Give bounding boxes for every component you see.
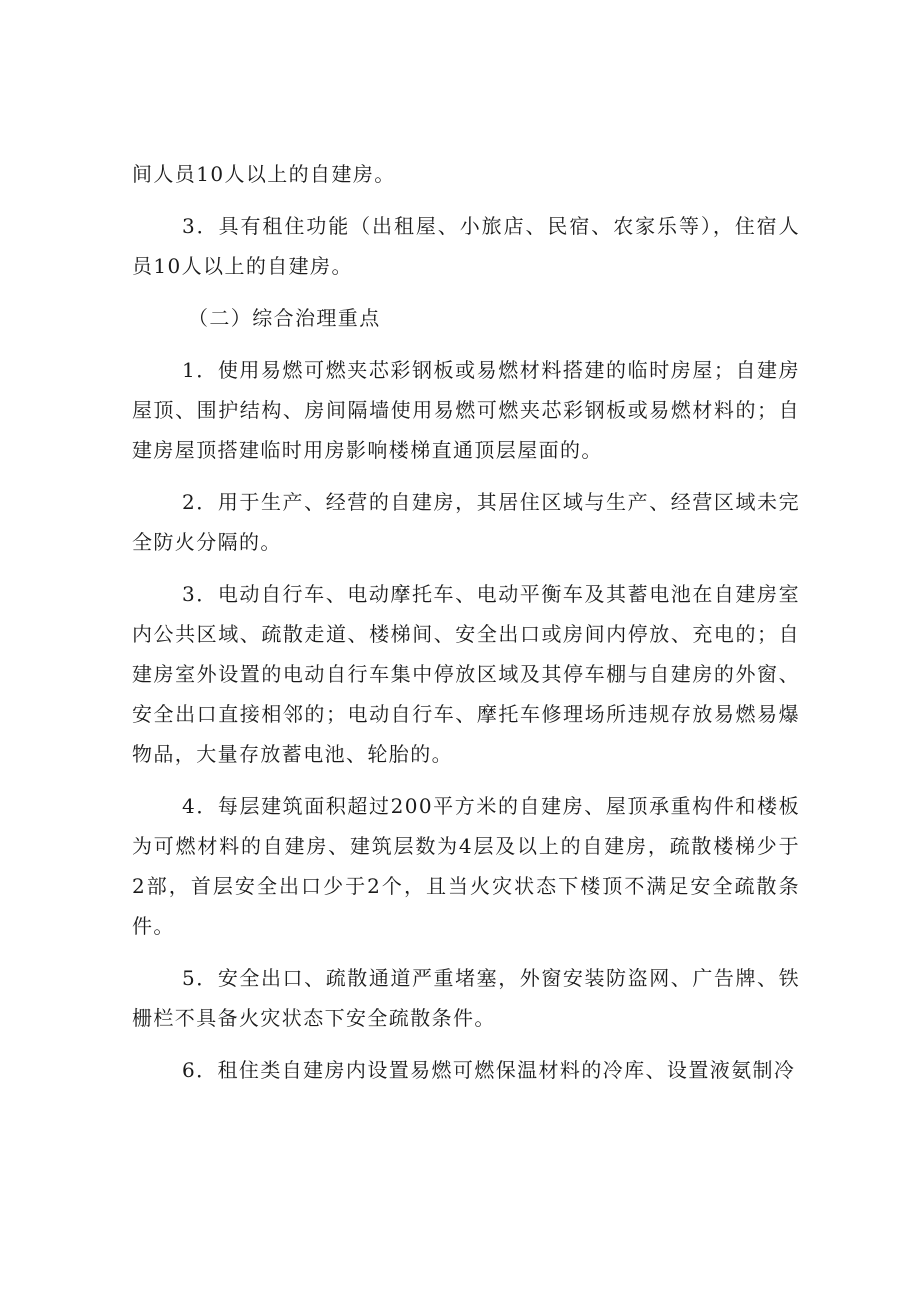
paragraph-item-5: 5．安全出口、疏散通道严重堵塞，外窗安装防盗网、广告牌、铁栅栏不具备火灾状态下安全疏散条件。 [132, 966, 800, 1030]
paragraph-item-4: 4．每层建筑面积超过200平方米的自建房、屋顶承重构件和楼板为可燃材料的自建房、建筑层数为4层及以上的自建房，疏散楼梯少于2部，首层安全出口少于2个，且当火灾状态下楼顶不满足安全疏散条件。 [132, 794, 800, 938]
paragraph-item-1: 1．使用易燃可燃夹芯彩钢板或易燃材料搭建的临时房屋；自建房屋顶、围护结构、房间隔墙使用易燃可燃夹芯彩钢板或易燃材料的；自建房屋顶搭建临时用房影响楼梯直通顶层屋面的。 [132, 358, 800, 462]
paragraph-item-2: 2．用于生产、经营的自建房，其居住区域与生产、经营区域未完全防火分隔的。 [132, 490, 800, 554]
paragraph-item-3: 3．电动自行车、电动摩托车、电动平衡车及其蓄电池在自建房室内公共区域、疏散走道、楼梯间、安全出口或房间内停放、充电的；自建房室外设置的电动自行车集中停放区域及其停车棚与自建房的外窗、安全出口直接相邻的；电动自行车、摩托车修理场所违规存放易燃易爆物品，大量存放蓄电池、轮胎的。 [132, 582, 800, 766]
document-body [132, 154, 800, 1102]
paragraph-continuation: 间人员10人以上的自建房。 [132, 162, 396, 186]
section-heading: （二）综合治理重点 [188, 306, 381, 330]
paragraph-item-3-rental: 3．具有租住功能（出租屋、小旅店、民宿、农家乐等），住宿人员10人以上的自建房。 [132, 214, 800, 278]
paragraph-item-6: 6．租住类自建房内设置易燃可燃保温材料的冷库、设置液氨制冷 [182, 1058, 796, 1082]
